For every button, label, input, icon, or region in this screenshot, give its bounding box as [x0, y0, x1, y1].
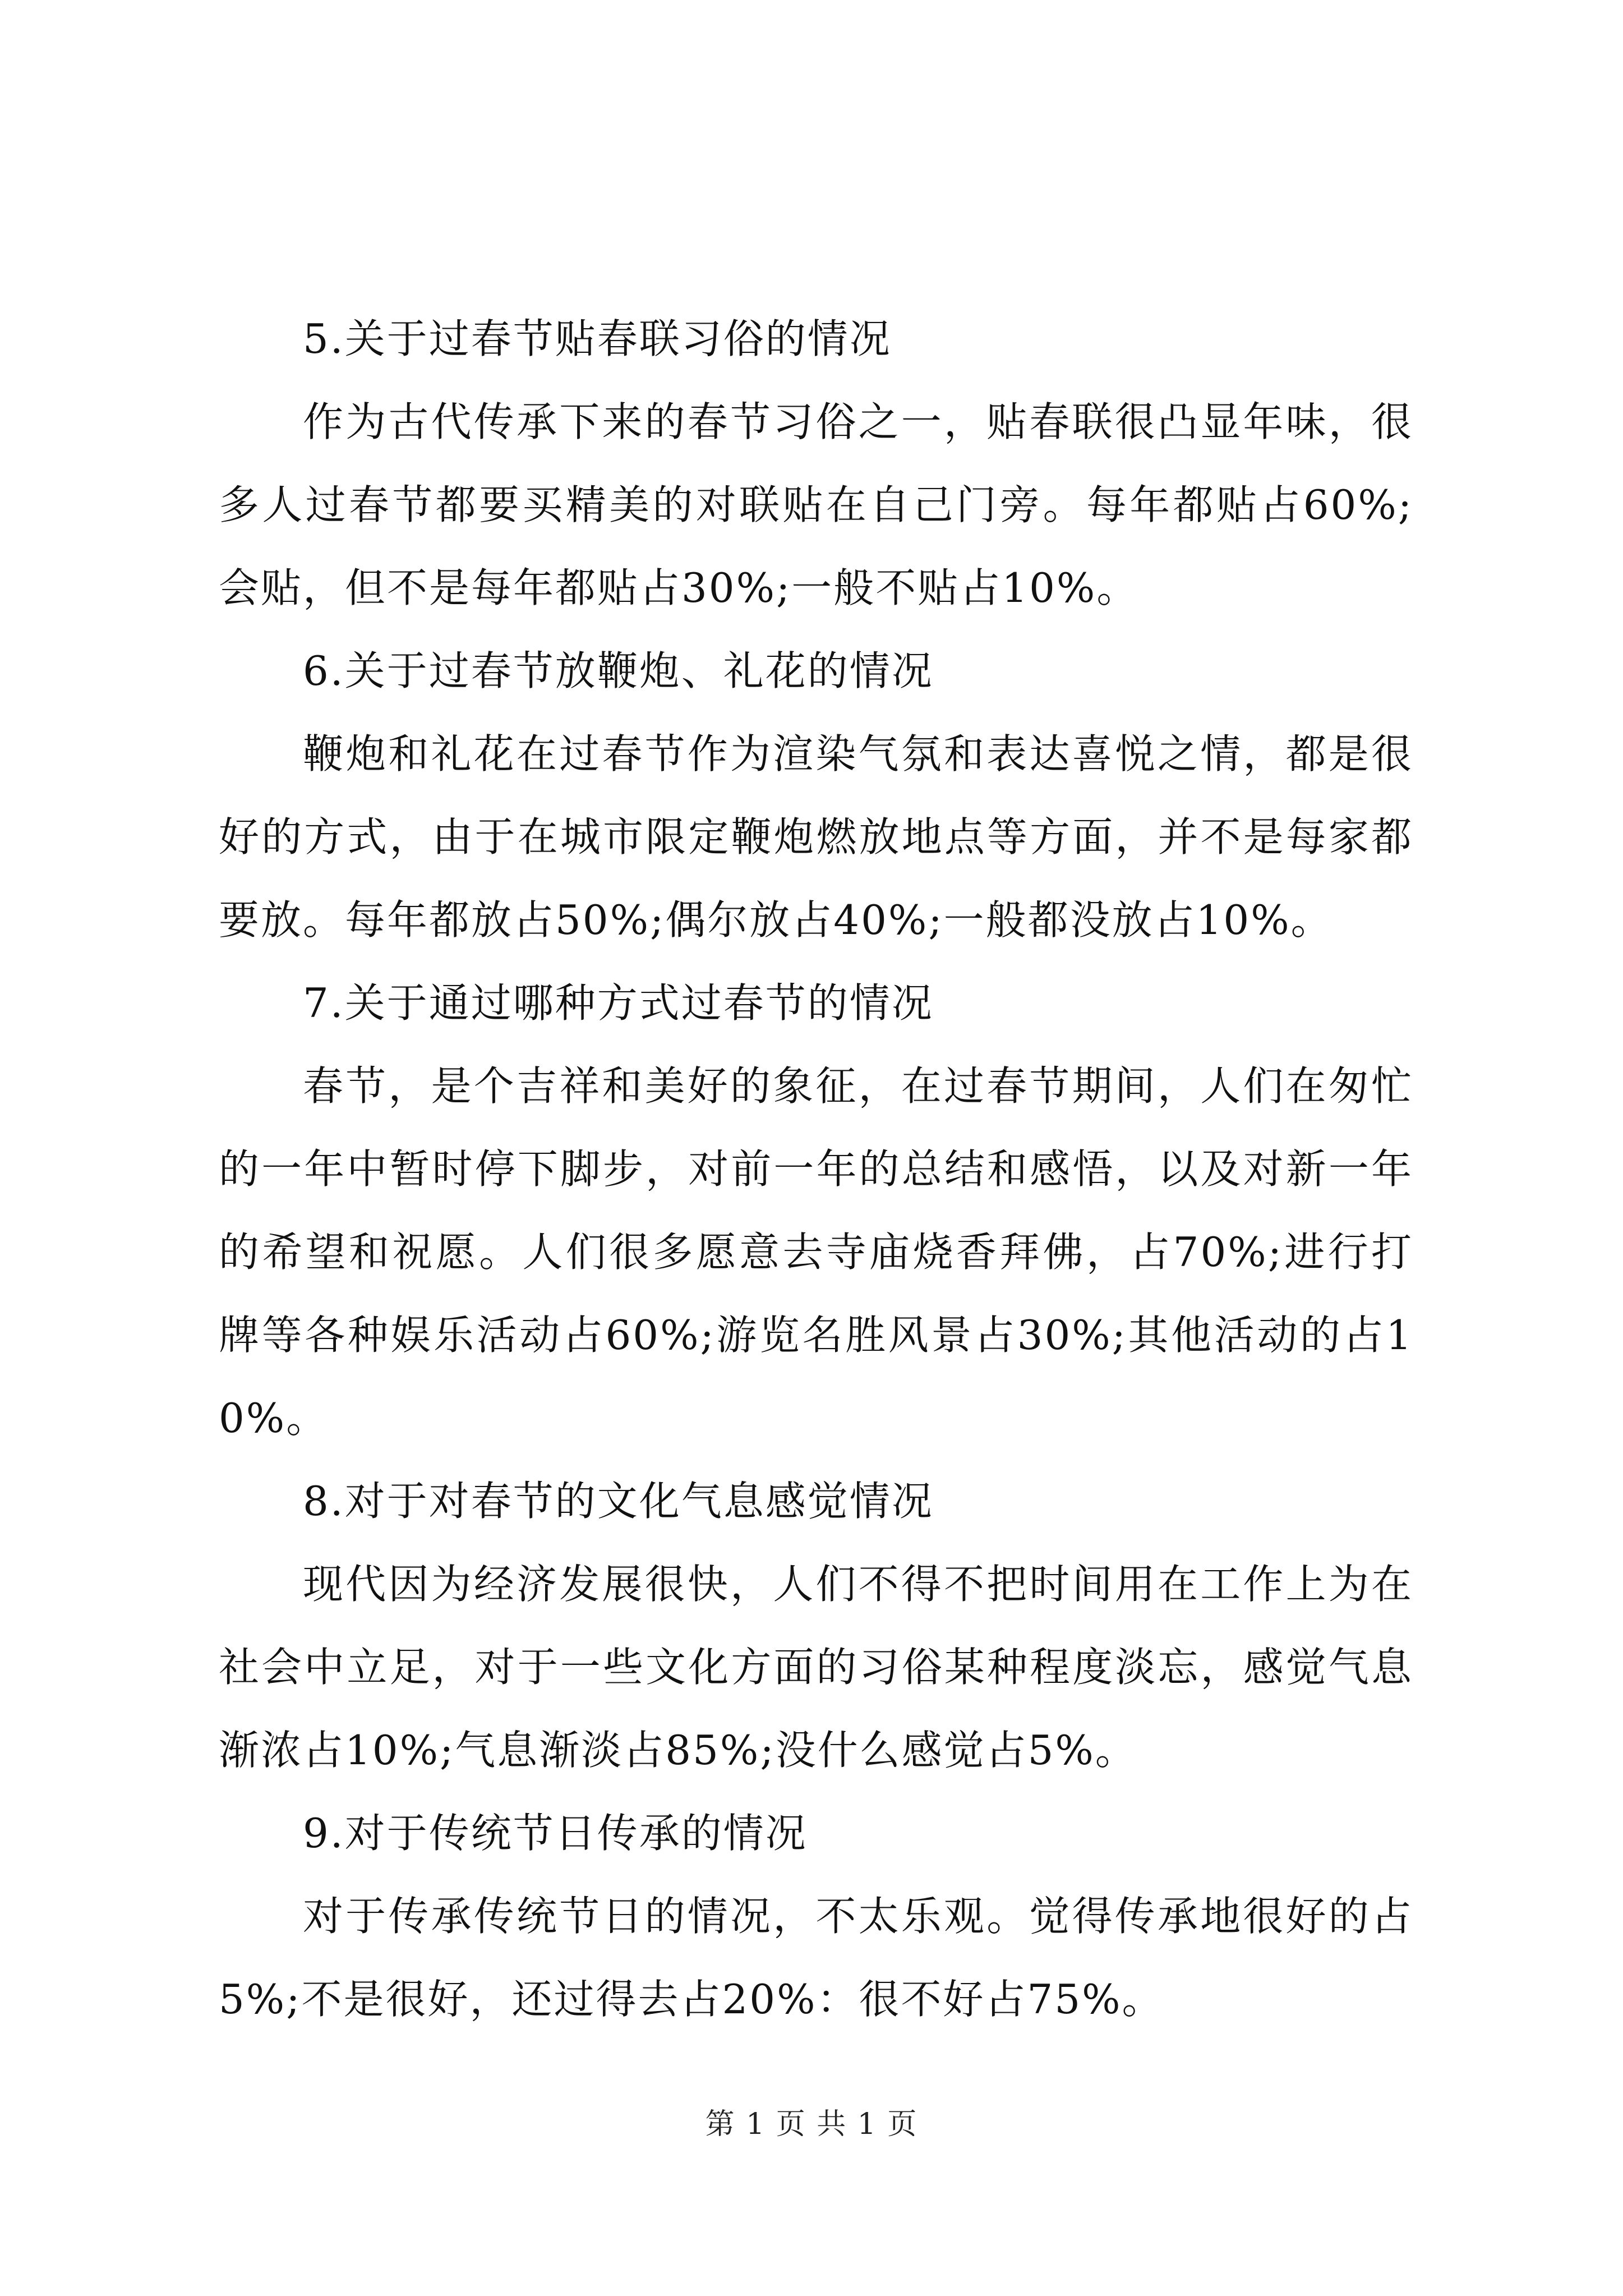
section-paragraph-6: 鞭炮和礼花在过春节作为渲染气氛和表达喜悦之情，都是很好的方式，由于在城市限定鞭炮燃放地点等方面，并不是每家都要放。每年都放占50%;偶尔放占40%;一般都没放占10%。 [219, 730, 1413, 944]
section-heading-9: 9.对于传统节日传承的情况 [303, 1810, 808, 1857]
section-heading-6: 6.关于过春节放鞭炮、礼花的情况 [303, 647, 934, 694]
section-paragraph-5: 作为古代传承下来的春节习俗之一，贴春联很凸显年味，很多人过春节都要买精美的对联贴在自己门旁。每年都贴占60%;会贴，但不是每年都贴占30%;一般不贴占10%。 [219, 398, 1413, 611]
section-paragraph-9: 对于传承传统节日的情况，不太乐观。觉得传承地很好的占5%;不是很好，还过得去占20%：很不好占75%。 [219, 1893, 1413, 2023]
section-paragraph-7: 春节，是个吉祥和美好的象征，在过春节期间，人们在匆忙的一年中暂时停下脚步，对前一年的总结和感悟，以及对新一年的希望和祝愿。人们很多愿意去寺庙烧香拜佛，占70%;进行打牌等各种娱乐活动占60%;游览名胜风景占30%;其他活动的占10%。 [219, 1062, 1413, 1442]
section-heading-5: 5.关于过春节贴春联习俗的情况 [303, 315, 892, 362]
page-footer: 第 1 页 共 1 页 [705, 2108, 918, 2141]
section-heading-8: 8.对于对春节的文化气息感觉情况 [303, 1478, 934, 1525]
section-paragraph-8: 现代因为经济发展很快，人们不得不把时间用在工作上为在社会中立足，对于一些文化方面的习俗某种程度淡忘，感觉气息渐浓占10%;气息渐淡占85%;没什么感觉占5%。 [219, 1561, 1413, 1774]
section-heading-7: 7.关于通过哪种方式过春节的情况 [303, 979, 934, 1027]
document-body [219, 297, 1413, 2041]
